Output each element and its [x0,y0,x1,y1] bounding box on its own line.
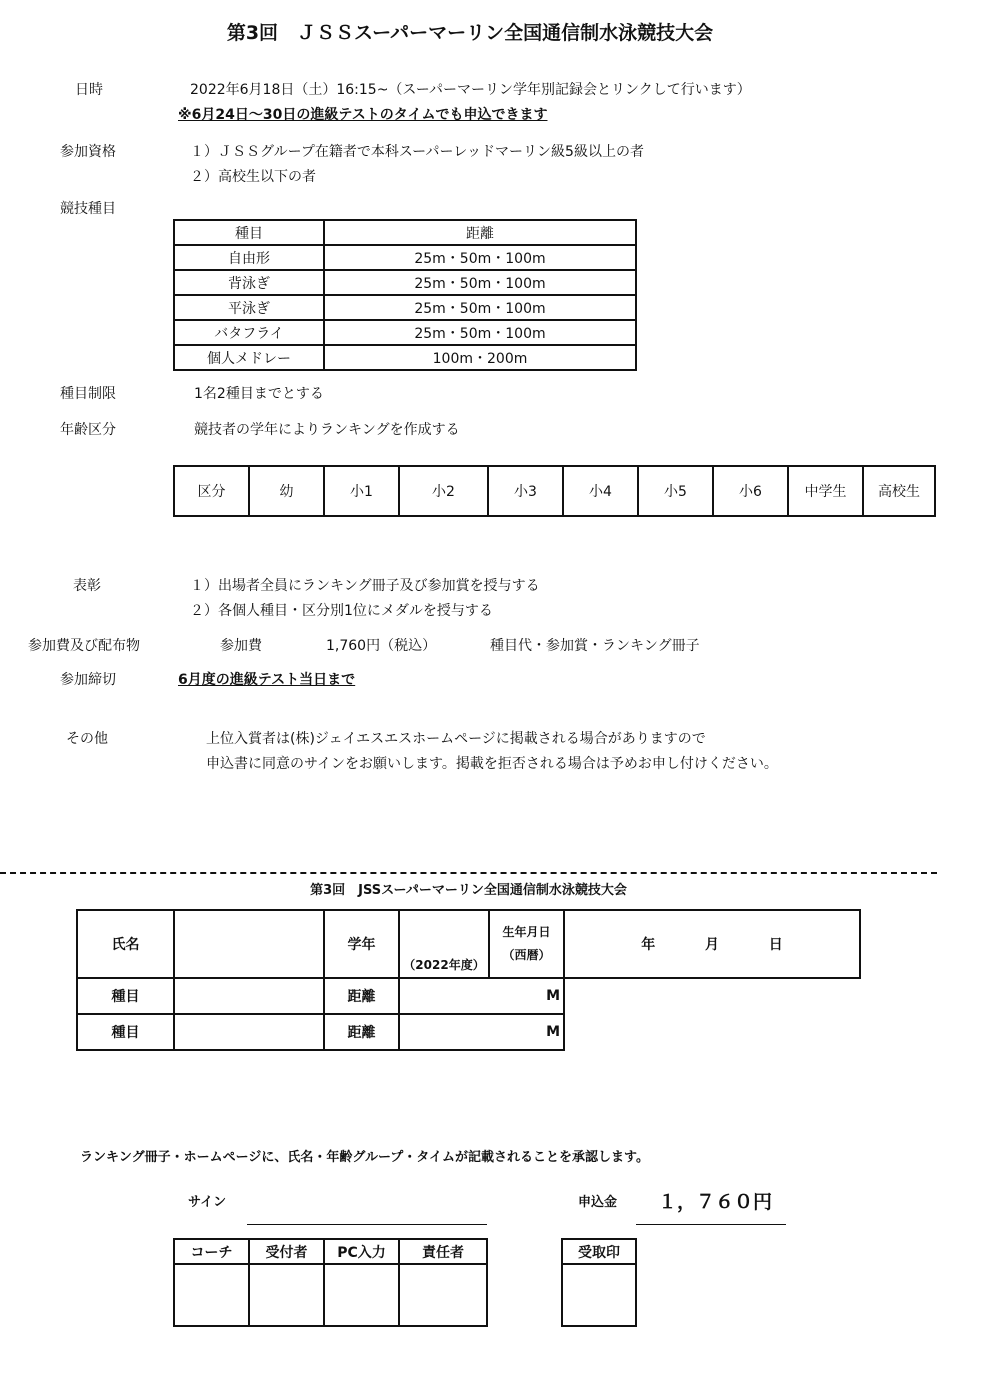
age-cell: 小1 [324,466,399,516]
distance-label-2: 距離 [324,1014,399,1050]
qualification-line-2: ２）高校生以下の者 [190,169,316,185]
entry-form-table [76,909,861,1051]
events-table [173,219,637,371]
event-name: バタフライ [174,320,324,345]
form-title: 第3回 JSSスーパーマーリン全国通信制水泳競技大会 [310,883,627,898]
staff-header-pc: PC入力 [324,1239,399,1264]
name-input-cell[interactable] [174,910,324,978]
award-line-1: １）出場者全員にランキング冊子及び参加賞を授与する [190,578,540,594]
table-row [562,1264,636,1326]
limit-value: 1名2種目までとする [194,386,324,402]
staff-cell-manager[interactable] [399,1264,487,1326]
age-cell: 中学生 [788,466,863,516]
cut-line [0,872,937,874]
event-label-2: 種目 [77,1014,174,1050]
age-cell: 高校生 [863,466,935,516]
table-row [174,1264,487,1326]
birthdate-input-cell[interactable] [564,910,860,978]
limit-label: 種目制限 [60,386,116,402]
award-line-2: ２）各個人種目・区分別1位にメダルを授与する [190,603,493,619]
receipt-stamp-cell[interactable] [562,1264,636,1326]
table-row [77,978,860,1014]
distance-input-1[interactable] [399,978,564,1014]
receipt-label: 受取印 [562,1239,636,1264]
table-row [174,270,636,295]
event-name: 平泳ぎ [174,295,324,320]
table-row [77,910,860,978]
age-cell: 小3 [488,466,563,516]
grade-input-cell[interactable] [399,910,489,978]
consent-text: ランキング冊子・ホームページに、氏名・年齢グループ・タイムが記載されることを承認します。 [80,1150,650,1165]
table-row [174,220,636,245]
sign-label: サイン [188,1195,227,1210]
other-line-2: 申込書に同意のサインをお願いします。掲載を拒否される場合は予めお申し付けください。 [206,756,778,772]
date-value: 2022年6月18日（土）16:15~（スーパーマーリン学年別記録会とリンクして行います） [190,82,751,98]
other-label: その他 [66,731,108,747]
fee-amount: 1,760円（税込） [326,638,437,654]
date-label: 日時 [75,82,103,98]
event-distance: 25m・50m・100m [324,320,636,345]
other-line-1: 上位入賞者は(株)ジェイエスエスホームページに掲載される場合がありますので [206,731,706,747]
age-label: 年齢区分 [60,422,116,438]
events-header-event: 種目 [174,220,324,245]
grade-year: （2022年度） [403,958,485,972]
date-note: ※6月24日～30日の進級テストのタイムでも申込できます [178,107,548,123]
events-header-distance: 距離 [324,220,636,245]
birth-label-2: （西暦） [502,948,551,962]
deadline-label: 参加締切 [60,672,116,688]
fee-name: 参加費 [220,638,262,654]
event-input-2[interactable] [174,1014,324,1050]
fee-items: 種目代・参加賞・ランキング冊子 [490,638,700,654]
event-label-1: 種目 [77,978,174,1014]
age-cell: 小5 [638,466,713,516]
age-cell: 小4 [563,466,638,516]
receipt-table [561,1238,637,1327]
grade-label: 学年 [324,910,399,978]
table-row [174,466,935,516]
table-row [562,1239,636,1264]
apply-amount: １，７６０円 [658,1191,773,1213]
table-row [174,295,636,320]
sign-line[interactable] [247,1224,487,1225]
event-input-1[interactable] [174,978,324,1014]
table-row [174,245,636,270]
table-row [174,345,636,370]
birth-day: 日 [768,937,783,953]
deadline-value: 6月度の進級テスト当日まで [178,672,356,688]
event-distance: 100m・200m [324,345,636,370]
staff-header-coach: コーチ [174,1239,249,1264]
qualification-line-1: １）ＪＳＳグループ在籍者で本科スーパーレッドマーリン級5級以上の者 [190,144,644,160]
birth-label [489,910,564,978]
distance-unit: M [546,1024,560,1040]
distance-label-1: 距離 [324,978,399,1014]
distance-input-2[interactable] [399,1014,564,1050]
staff-table [173,1238,488,1327]
event-name: 自由形 [174,245,324,270]
staff-header-manager: 責任者 [399,1239,487,1264]
fee-label: 参加費及び配布物 [28,638,140,654]
apply-line [636,1224,786,1225]
table-row [174,1239,487,1264]
qualification-label: 参加資格 [60,144,116,160]
birth-month: 月 [705,937,719,953]
staff-cell-pc[interactable] [324,1264,399,1326]
event-distance: 25m・50m・100m [324,295,636,320]
award-label: 表彰 [73,578,101,594]
age-cell: 小2 [399,466,488,516]
page-title: 第3回 ＪＳＳスーパーマーリン全国通信制水泳競技大会 [226,22,714,44]
table-row [77,1014,860,1050]
age-value: 競技者の学年によりランキングを作成する [194,422,460,438]
events-label: 競技種目 [60,201,116,217]
event-name: 個人メドレー [174,345,324,370]
name-label: 氏名 [77,910,174,978]
event-distance: 25m・50m・100m [324,245,636,270]
staff-header-reception: 受付者 [249,1239,324,1264]
birth-year: 年 [641,937,656,953]
age-cell: 幼 [249,466,324,516]
age-cell: 小6 [713,466,788,516]
distance-unit: M [546,988,560,1004]
birth-label-1: 生年月日 [502,925,551,939]
apply-label: 申込金 [578,1195,618,1210]
staff-cell-coach[interactable] [174,1264,249,1326]
event-distance: 25m・50m・100m [324,270,636,295]
event-name: 背泳ぎ [174,270,324,295]
staff-cell-reception[interactable] [249,1264,324,1326]
age-table [173,465,936,517]
age-cell: 区分 [174,466,249,516]
table-row [174,320,636,345]
